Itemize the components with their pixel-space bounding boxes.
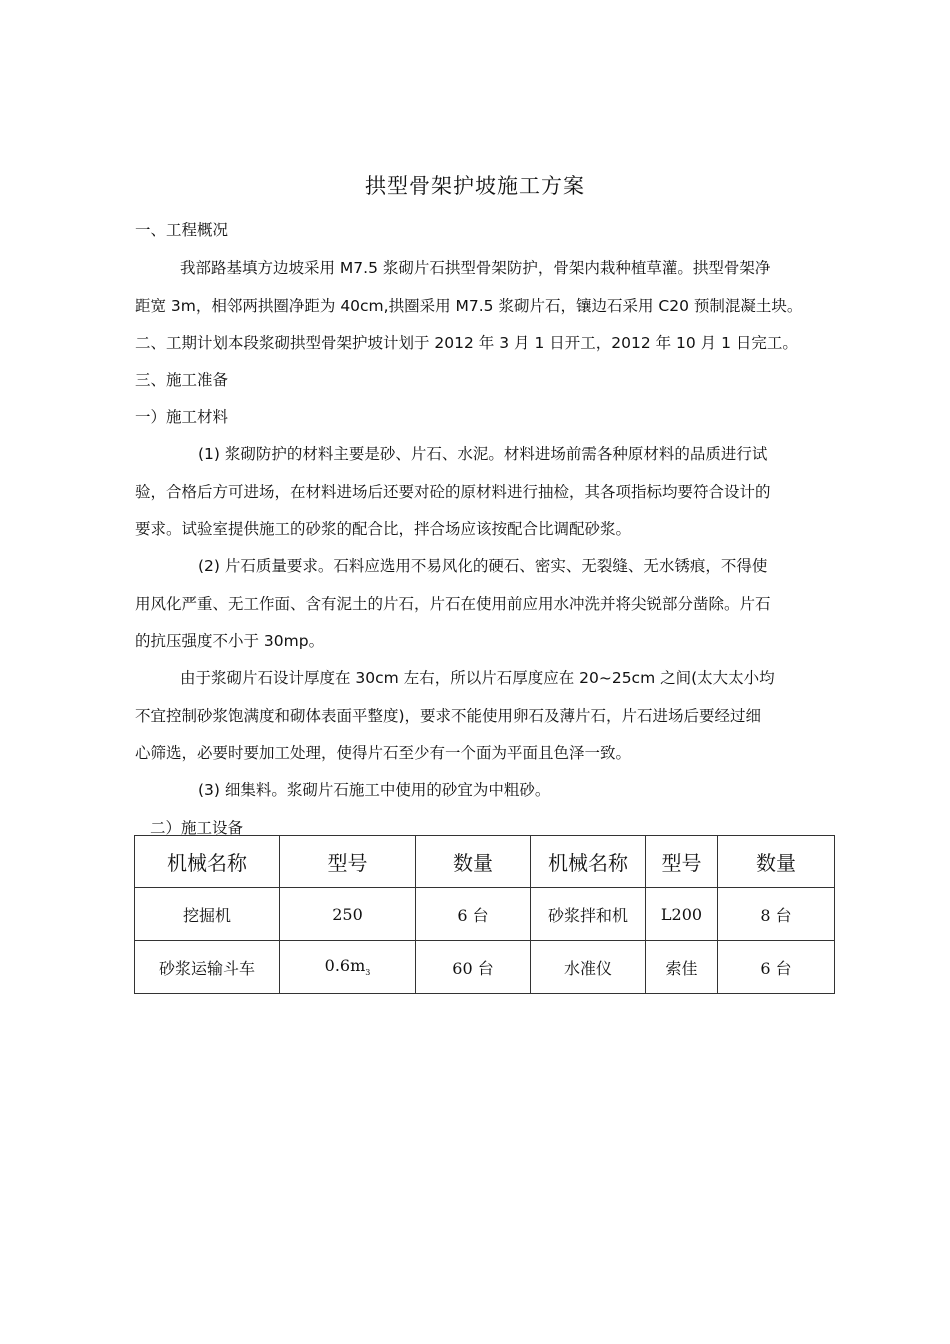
- header-cell: 机械名称: [531, 836, 646, 888]
- paragraph-line: 心筛选，必要时要加工处理，使得片石至少有一个面为平面且色泽一致。: [135, 744, 632, 762]
- paragraph-line: 的抗压强度不小于 30mp。: [135, 632, 325, 650]
- table-cell: 6 台: [718, 941, 835, 994]
- table-row: [135, 888, 835, 941]
- subsection-heading: 一）施工材料: [135, 408, 229, 426]
- section-heading: 一、工程概况: [135, 221, 229, 239]
- table-cell: 250: [280, 888, 416, 941]
- table-cell: 索佳: [646, 941, 718, 994]
- header-cell: 型号: [280, 836, 416, 888]
- table-row: [135, 941, 835, 994]
- table-cell: 挖掘机: [135, 888, 280, 941]
- paragraph-line: (2) 片石质量要求。石料应选用不易风化的硬石、密实、无裂缝、无水锈痕，不得使: [198, 557, 768, 575]
- section-heading: 三、施工准备: [135, 371, 229, 389]
- table-cell: 砂浆拌和机: [531, 888, 646, 941]
- table-cell: 8 台: [718, 888, 835, 941]
- section-heading: 二、工期计划本段浆砌拱型骨架护坡计划于 2012 年 3 月 1 日开工，2012 年 10 月 1 日完工。: [135, 334, 798, 352]
- header-cell: 数量: [416, 836, 531, 888]
- table-cell: 60 台: [416, 941, 531, 994]
- paragraph-line: 我部路基填方边坡采用 M7.5 浆砌片石拱型骨架防护，骨架内栽种植草灌。拱型骨架净: [180, 259, 771, 277]
- paragraph-line: (1) 浆砌防护的材料主要是砂、片石、水泥。材料进场前需各种原材料的品质进行试: [198, 445, 768, 463]
- header-cell: 机械名称: [135, 836, 280, 888]
- paragraph-line: 不宜控制砂浆饱满度和砌体表面平整度)，要求不能使用卵石及薄片石，片石进场后要经过细: [135, 707, 762, 725]
- unit-superscript: 3: [365, 968, 371, 978]
- paragraph-line: 验，合格后方可进场，在材料进场后还要对砼的原材料进行抽检，其各项指标均要符合设计的: [135, 483, 771, 501]
- model-value: 0.6m: [324, 956, 366, 976]
- paragraph-line: (3) 细集料。浆砌片石施工中使用的砂宜为中粗砂。: [198, 781, 551, 799]
- header-cell: 型号: [646, 836, 718, 888]
- table-cell: [280, 941, 416, 994]
- table-cell: 6 台: [416, 888, 531, 941]
- equipment-table: [134, 835, 834, 994]
- table-cell: 砂浆运输斗车: [135, 941, 280, 994]
- paragraph-line: 距宽 3m，相邻两拱圈净距为 40cm,拱圈采用 M7.5 浆砌片石，镶边石采用 C20 预制混凝土块。: [135, 297, 803, 315]
- table-cell: 水准仪: [531, 941, 646, 994]
- table-cell: L200: [646, 888, 718, 941]
- subsection-heading: 二）施工设备: [150, 819, 244, 837]
- paragraph-line: 用风化严重、无工作面、含有泥土的片石，片石在使用前应用水冲洗并将尖锐部分凿除。片石: [135, 595, 771, 613]
- header-cell: 数量: [718, 836, 835, 888]
- page-title: 拱型骨架护坡施工方案: [365, 174, 585, 198]
- table-header-row: [135, 836, 835, 888]
- paragraph-line: 要求。试验室提供施工的砂浆的配合比，拌合场应该按配合比调配砂浆。: [135, 520, 632, 538]
- paragraph-line: 由于浆砌片石设计厚度在 30cm 左右，所以片石厚度应在 20~25cm 之间(太大太小均: [180, 669, 775, 687]
